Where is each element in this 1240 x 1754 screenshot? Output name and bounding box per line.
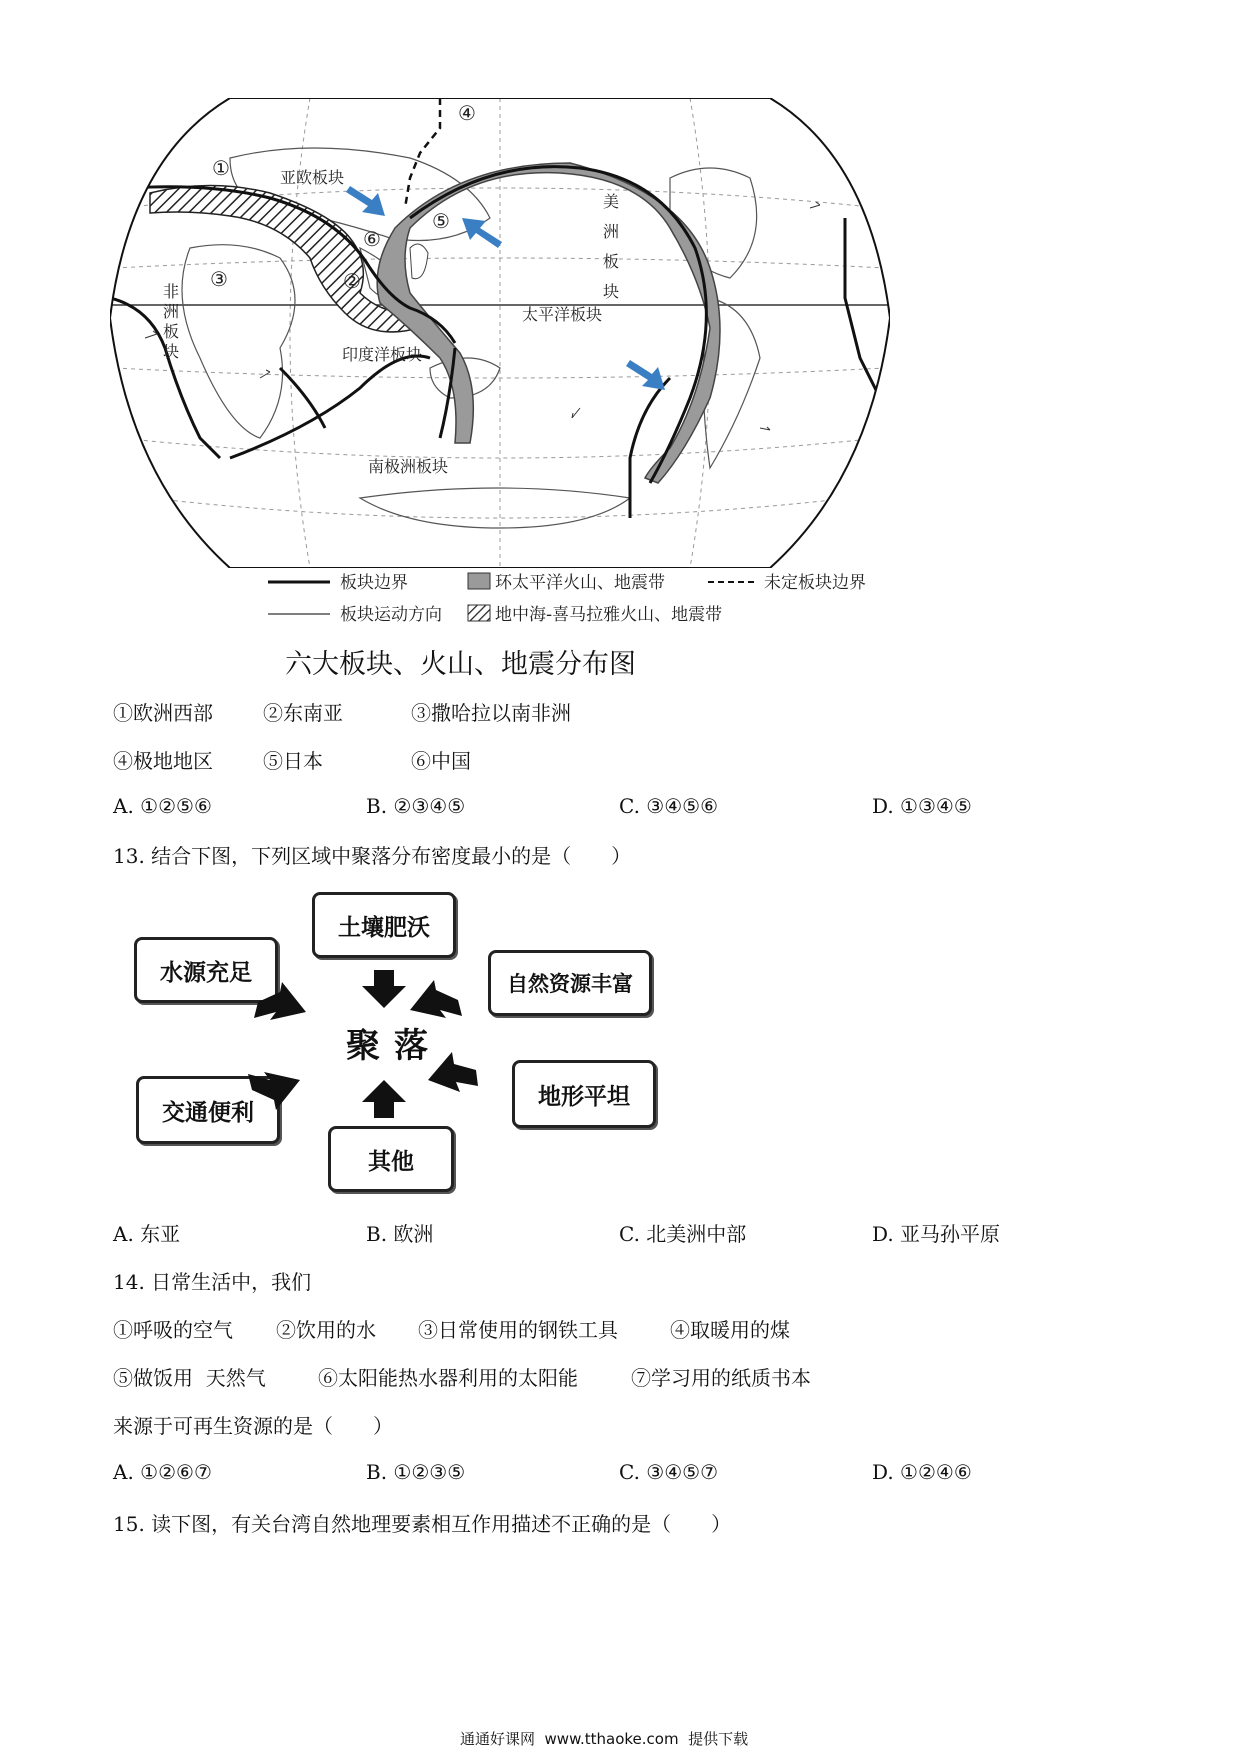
q14-items-line1 — [113, 1314, 790, 1343]
q12-option-a[interactable]: A. ①②⑤⑥ — [113, 794, 212, 818]
label-pacific-plate: 太平洋板块 — [522, 305, 603, 324]
legend-pacific-belt: 环太平洋火山、地震带 — [495, 573, 665, 593]
q14-item: ②饮用的水 — [276, 1318, 376, 1342]
q12-items-line1 — [113, 697, 571, 726]
q14-option-a[interactable]: A. ①②⑥⑦ — [113, 1460, 212, 1484]
marker-5: ⑤ — [432, 209, 450, 233]
settlement-diagram — [120, 880, 680, 1200]
legend-motion: 板块运动方向 — [340, 605, 442, 625]
q15-stem: 15. 读下图，有关台湾自然地理要素相互作用描述不正确的是（ ） — [113, 1512, 732, 1536]
marker-6: ⑥ — [363, 227, 381, 251]
q12-item: ⑥中国 — [411, 749, 471, 773]
q14-items-line2 — [113, 1362, 811, 1391]
q13-option-c[interactable]: C. 北美洲中部 — [619, 1222, 747, 1246]
q12-items-line2 — [113, 745, 471, 774]
legend-med-belt: 地中海-喜马拉雅火山、地震带 — [495, 605, 723, 625]
legend-boundary: 板块边界 — [340, 573, 408, 593]
q12-item: ③撒哈拉以南非洲 — [411, 701, 571, 725]
label-indian-plate: 印度洋板块 — [342, 345, 423, 364]
q14-item: ③日常使用的钢铁工具 — [418, 1318, 618, 1342]
q14-stem: 14. 日常生活中，我们 — [113, 1270, 312, 1294]
box-transport: 交通便利 — [136, 1076, 280, 1144]
label-african-plate: 非洲板块 — [160, 283, 180, 363]
center-settlement: 聚落 — [346, 1026, 442, 1066]
box-soil: 土壤肥沃 — [312, 892, 456, 958]
q13-option-b[interactable]: B. 欧洲 — [366, 1222, 434, 1246]
q12-option-b[interactable]: B. ②③④⑤ — [366, 794, 466, 818]
legend-pacific-swatch — [468, 573, 490, 589]
q13-option-a[interactable]: A. 东亚 — [113, 1222, 181, 1246]
q12-option-d[interactable]: D. ①③④⑤ — [872, 794, 972, 818]
arrow-down-icon — [362, 970, 406, 1008]
arrow-up-icon — [362, 1080, 406, 1118]
page-footer: 通通好课网 www.tthaoke.com 提供下载 — [460, 1730, 749, 1748]
box-resources: 自然资源丰富 — [488, 950, 652, 1016]
q14-item: ④取暖用的煤 — [670, 1318, 790, 1342]
marker-2: ② — [343, 269, 361, 293]
q12-item: ②东南亚 — [263, 701, 343, 725]
marker-1: ① — [212, 156, 230, 180]
box-water: 水源充足 — [134, 937, 278, 1003]
q14-option-c[interactable]: C. ③④⑤⑦ — [619, 1460, 719, 1484]
q14-item: ⑥太阳能热水器利用的太阳能 — [318, 1366, 578, 1390]
arrow-left-icon — [410, 980, 462, 1018]
q14-item: ⑤做饭用 天然气 — [113, 1366, 266, 1390]
box-other: 其他 — [328, 1126, 454, 1192]
q14-item: ①呼吸的空气 — [113, 1318, 233, 1342]
map-legend — [260, 567, 910, 629]
legend-med-swatch — [468, 605, 490, 621]
q13-option-d[interactable]: D. 亚马孙平原 — [872, 1222, 1001, 1246]
map-caption: 六大板块、火山、地震分布图 — [285, 649, 636, 680]
marker-4: ④ — [458, 101, 476, 125]
label-american-plate: 美洲板块 — [600, 193, 620, 313]
q12-item: ①欧洲西部 — [113, 701, 213, 725]
q13-stem: 13. 结合下图，下列区域中聚落分布密度最小的是（ ） — [113, 844, 632, 868]
plate-map — [110, 98, 890, 568]
legend-undefined-boundary: 未定板块边界 — [764, 573, 866, 593]
arrow-right-icon — [248, 1072, 300, 1110]
label-eurasian-plate: 亚欧板块 — [280, 168, 345, 187]
arrow-left-icon — [428, 1052, 478, 1092]
marker-3: ③ — [210, 267, 228, 291]
q12-option-c[interactable]: C. ③④⑤⑥ — [619, 794, 719, 818]
diagram-arrows — [120, 880, 680, 1200]
q14-tail: 来源于可再生资源的是（ ） — [113, 1414, 393, 1438]
plate-map-svg — [110, 98, 890, 568]
q12-item: ④极地地区 — [113, 749, 213, 773]
arrow-right-icon — [254, 982, 306, 1020]
q12-item: ⑤日本 — [263, 749, 323, 773]
q14-option-b[interactable]: B. ①②③⑤ — [366, 1460, 466, 1484]
q14-option-d[interactable]: D. ①②④⑥ — [872, 1460, 972, 1484]
box-terrain: 地形平坦 — [512, 1060, 656, 1128]
q14-item: ⑦学习用的纸质书本 — [631, 1366, 811, 1390]
label-antarctic-plate: 南极洲板块 — [368, 457, 449, 476]
